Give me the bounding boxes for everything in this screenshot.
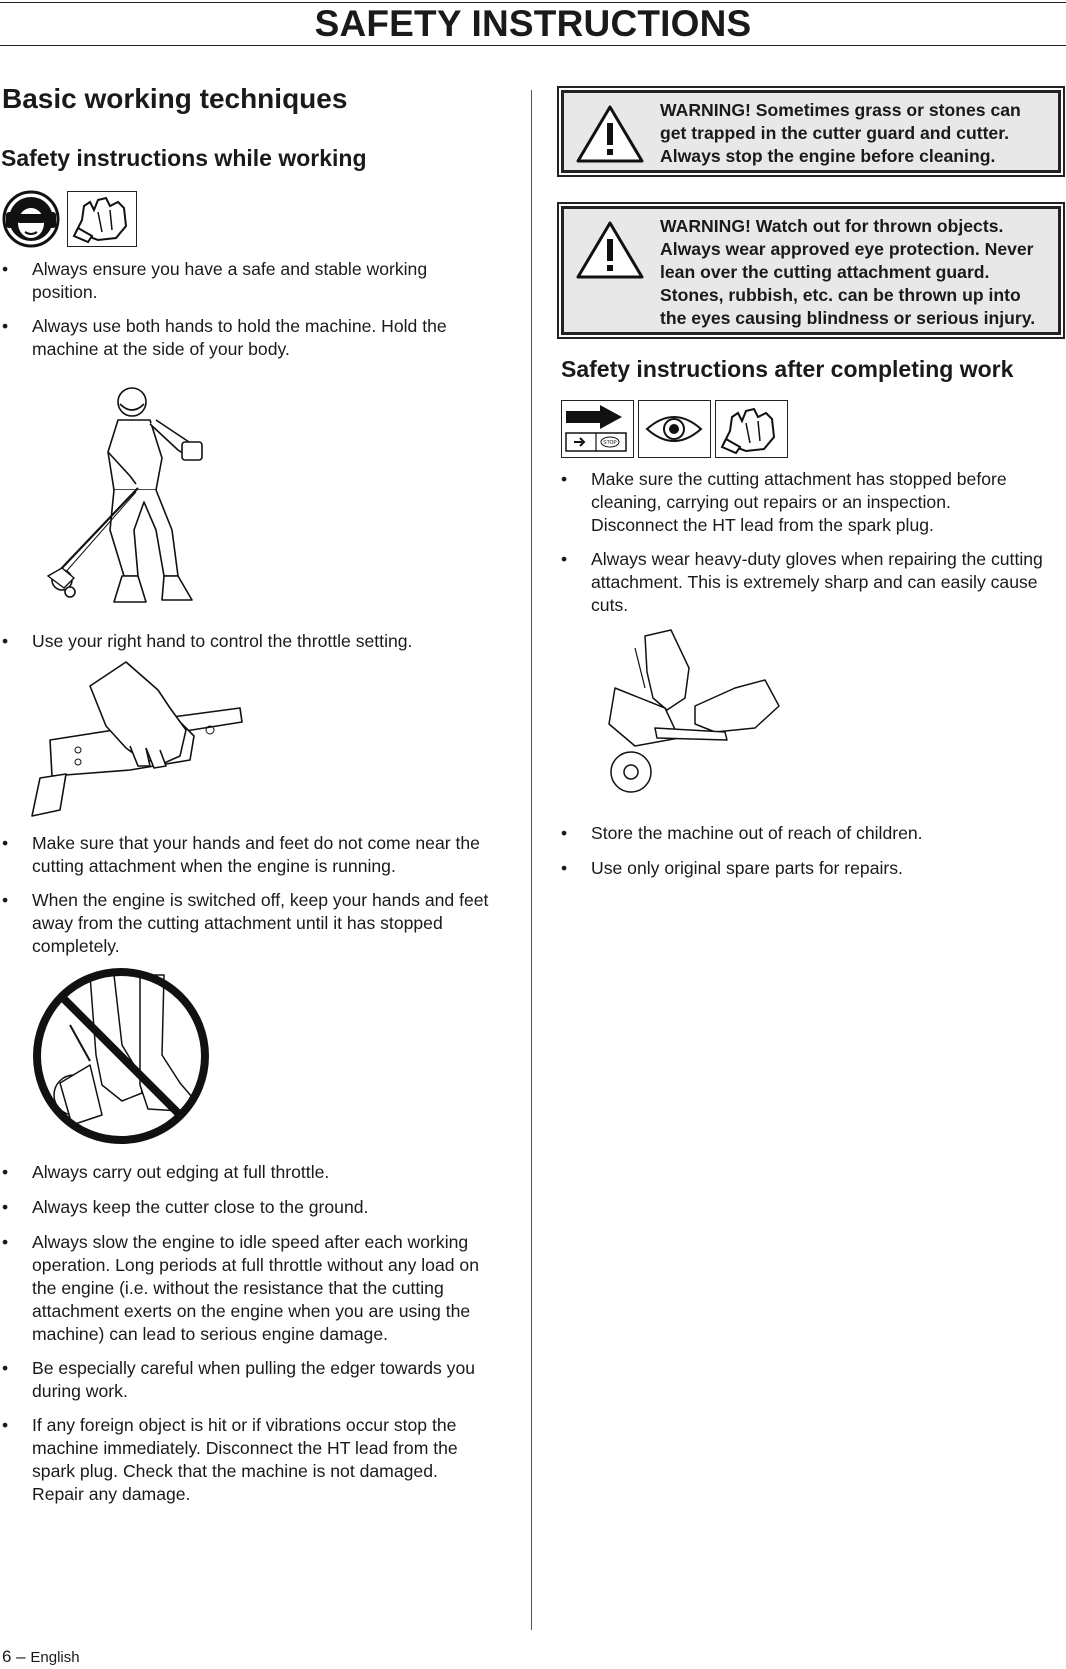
section-title: Basic working techniques xyxy=(2,83,348,114)
warning-box-cleaning: WARNING! Sometimes grass or stones can get trapped in the cutter guard and cutter. Always stop the engine before cleaning. xyxy=(561,90,1061,173)
page-footer xyxy=(2,1647,80,1667)
hearing-eye-protection-icon xyxy=(2,190,60,248)
subsection-title-after-work: Safety instructions after completing work xyxy=(561,356,1014,382)
footer-language: English xyxy=(30,1649,80,1666)
column-divider xyxy=(531,90,532,1630)
stop-label: STOP xyxy=(603,440,617,446)
warning-box-thrown-objects: WARNING! Watch out for thrown objects. Always wear approved eye protection. Never lean over the cutting attachment guard. Stones, rubbish, etc. can be thrown up into the eyes causing blindness or serious injury. xyxy=(561,206,1061,335)
stop-engine-icon xyxy=(561,400,634,458)
page-number: 6 – xyxy=(2,1647,26,1666)
glove-repair-illustration xyxy=(595,628,785,798)
glove-icon xyxy=(67,191,137,247)
throttle-hand-illustration xyxy=(30,660,245,820)
page-title: SAFETY INSTRUCTIONS xyxy=(314,3,752,44)
glove-icon xyxy=(715,400,788,458)
operator-edger-illustration xyxy=(40,380,230,610)
subsection-title-working: Safety instructions while working xyxy=(1,145,367,171)
eye-inspection-icon xyxy=(638,400,711,458)
prohibition-feet-illustration xyxy=(30,965,212,1147)
warning-triangle-icon xyxy=(574,103,646,165)
warning-triangle-icon xyxy=(574,219,646,281)
header-rule-bottom xyxy=(0,45,1066,46)
